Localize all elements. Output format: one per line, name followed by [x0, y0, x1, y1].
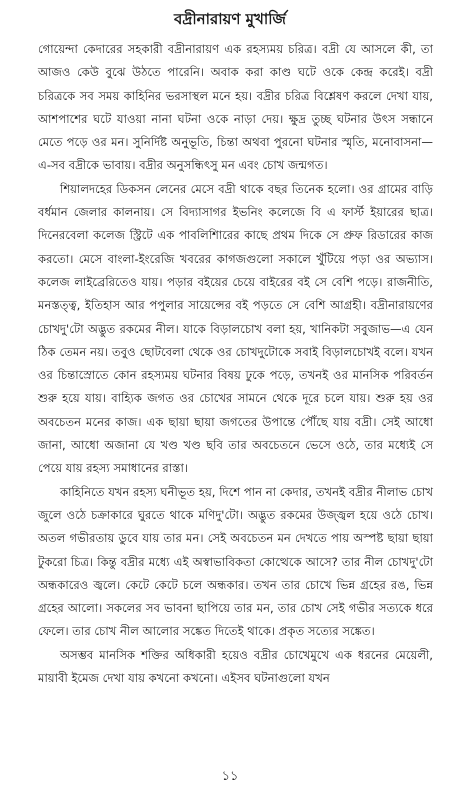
- paragraph-continued: অসম্ভব মানসিক শক্তির অধিকারী হয়েও বদ্রীর চোখেমুখে এক ধরনের মেয়েলী, মায়াবী ইমেজ দেখা যায় কখনো কখনো। এইসব ঘটনাগুলো যখন: [38, 647, 433, 686]
- paragraph-eyes: কাহিনিতে যখন রহস্য ঘনীভূত হয়, দিশে পান না কেদার, তখনই বদ্রীর নীলাভ চোখ জুলে ওঠে চক্রাকারে ঘুরতে থাকে মণিদু'টো। অদ্ভুত রকমের উজ্জ্বল হয়ে ওঠে চোখ। অতল গভীরতায় ডুবে যায় তার মন। সেই অবচেতন মন দেখতে পায় অস্পষ্ট ছায়া ছায়া টুকরো চিত্র। কিন্তু বদ্রীর মধ্যে এই অস্বাভাবিকতা কোত্থেকে আসে? তার নীল চোখদু'টো অন্ধকারেও জ্বলে। কেটে কেটে চলে অন্ধকার। তখন তার চোখে ভিন্ন গ্রহের রঙ, ভিন্ন গ্রহের আলো। সকলের সব ভাবনা ছাপিয়ে তার মন, তার চোখ সেই গভীর সত্যকে ধরে ফেলে। তার চোখ নীল আলোর সঙ্কেত দিতেই থাকে। প্রকৃত সত্যের সঙ্কেত।: [38, 484, 433, 639]
- page-title: বদ্রীনারায়ণ মুখার্জি: [174, 10, 286, 28]
- paragraph-background: শিয়ালদহের ডিকসন লেনের মেসে বদ্রী থাকে বছর তিনেক হলো। ওর গ্রামের বাড়ি বর্ধমান জেলার কালনায়। সে বিদ্যাসাগর ইভনিং কলেজে বি এ ফার্স্ট ইয়ারের ছাত্র। দিনেরবেলা কলেজ স্ট্রিটে এক পাবলিশিারের কাছে প্রথম দিকে সে প্রুফ রিডারের কাজ করতো। মেসে বাংলা-ইংরেজি খবরের কাগজগুলো সকালে খুঁটিয়ে পড়া ওর অভ্যাস। কলেজ লাইব্রেরিতেও যায়। পড়ার বইয়ের চেয়ে বাইরের বই সে বেশি পড়ে। রাজনীতি, মনস্তত্ত্ব, ইতিহাস আর পপুলার সায়েন্সের বই পড়তে সে বেশি আগ্রহী। বদ্রীনারায়ণের চোখদু'টো অদ্ভুত রকমের নীল। যাকে বিড়ালচোখ বলা হয়, খানিকটা সবুজাভ—এ যেন ঠিক তেমন নয়। তবুও ছোটবেলা থেকে ওর চোখদুটোকে সবাই বিড়ালচোখই বলে। যখন ওর চিন্তাস্রোতে কোন রহস্যময় ঘটনার বিষয় ঢুকে পড়ে, তখনই ওর মানসিক পরিবর্তন শুরু হয়ে যায়। বাহ্যিক জগত ওর চোখের সামনে থেকে দূরে চলে যায়। শুরু হয় ওর অবচেতন মনের কাজ। এক ছায়া ছায়া জগতের উপান্তে পৌঁছে যায় বদ্রী। সেই আধো জানা, আধো অজানা যে খণ্ড খণ্ড ছবি তার অবচেতনে ভেসে ওঠে, তার মধ্যেই সে পেয়ে যায় রহস্য সমাধানের রাস্তা।: [38, 181, 433, 476]
- page-number: ১১: [221, 769, 239, 784]
- body-text: [38, 38, 433, 690]
- paragraph-intro: গোয়েন্দা কেদারের সহকারী বদ্রীনারায়ণ এক রহস্যময় চরিত্র। বদ্রী যে আসলে কী, তা আজও কেউ বুঝে উঠতে পারেনি। অবাক করা কাণ্ড ঘটে ওকে কেন্দ্র করেই। বদ্রী চরিত্রকে সব সময় কাহিনির ভরসাস্থল মনে হয়। বদ্রীর চরিত্র বিশ্লেষণ করলে দেখা যায়, আশপাশের ঘটে যাওয়া নানা ঘটনা ওকে নাড়া দেয়। ক্ষুদ্র তুচ্ছ ঘটনার উৎস সন্ধানে মেতে পড়ে ওর মন। সুনির্দিষ্ট অনুভূতি, চিন্তা অথবা পুরনো ঘটনার স্মৃতি, মনোবাসনা—এ-সব বদ্রীকে ভাবায়। বদ্রীর অনুসন্ধিৎসু মন এবং চোখ জন্মগত।: [38, 42, 433, 173]
